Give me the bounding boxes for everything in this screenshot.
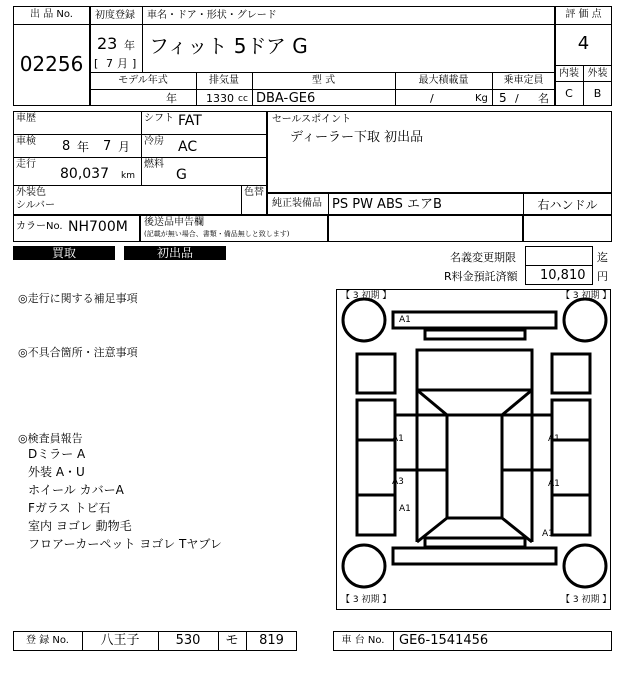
registration-number: 819 (259, 633, 284, 648)
registration-kana: モ (225, 633, 239, 648)
registration-label: 登 録 No. (26, 635, 69, 646)
max-load-label: 最大積載量 (418, 75, 469, 86)
damage-mark: A1 (399, 315, 411, 325)
mileage-unit: km (121, 171, 135, 181)
damage-mark: A1 (548, 434, 560, 444)
inspection-year: 8 (62, 139, 71, 154)
name-change-box (525, 246, 593, 266)
tag-first-listing: 初出品 (124, 246, 226, 260)
mileage-label: 走行 (16, 159, 36, 170)
tread-top-right: 【 3 初期 】 (561, 291, 612, 301)
aircon-label: 冷房 (144, 136, 164, 147)
postal-label: 後送品申告欄 (144, 217, 204, 228)
damage-mark: A1 (392, 434, 404, 444)
capacity-sep: / (515, 92, 519, 105)
driving-notes-label: ◎走行に関する補足事項 (18, 292, 138, 305)
extra-box-2 (523, 215, 612, 242)
capacity-value: 5 (499, 91, 507, 105)
first-reg-month-unit: 月 (117, 57, 128, 70)
steering-value: 右ハンドル (537, 198, 598, 212)
inspector-label: ◎検査員報告 (18, 432, 83, 445)
note-line: フロアーカーペット ヨゴレ Tヤブレ (28, 537, 222, 551)
name-change-unit: 迄 (597, 251, 608, 264)
displacement-label: 排気量 (209, 75, 239, 86)
inspection-month: 7 (103, 139, 112, 154)
wheel-front-right (564, 299, 606, 341)
damage-mark: A1 (542, 529, 554, 539)
model-value: DBA-GE6 (256, 91, 316, 106)
equipment-label: 純正装備品 (272, 198, 322, 209)
model-label: 型 式 (311, 75, 336, 86)
chassis-label: 車 台 No. (341, 635, 385, 646)
extra-box (328, 215, 523, 242)
wheel-rear-right (564, 545, 606, 587)
note-line: Dミラー A (28, 447, 86, 461)
history-label: 車歴 (16, 113, 36, 124)
lot-number: 02256 (19, 52, 84, 76)
tread-bottom-left: 【 3 初期 】 (341, 595, 392, 605)
first-reg-year: 23 (97, 34, 118, 53)
shift-value: FAT (178, 113, 202, 129)
interior-score: C (565, 87, 573, 100)
model-year-unit: 年 (166, 92, 177, 105)
recycle-label: R料金預託済額 (444, 270, 518, 283)
defects-label: ◎不具合箇所・注意事項 (18, 346, 138, 359)
registration-class: 530 (175, 633, 201, 648)
lot-label: 出 品 No. (30, 9, 73, 20)
shift-label: シフト (144, 113, 174, 124)
model-year-label: モデル年式 (118, 75, 168, 86)
exterior-color-label: 外装色 (16, 187, 46, 198)
interior-label: 内装 (559, 68, 579, 79)
note-line: Fガラス トビ石 (28, 501, 111, 515)
name-change-label: 名義変更期限 (450, 251, 516, 264)
score-value: 4 (577, 33, 590, 54)
sales-point-label: セールスポイント (272, 114, 352, 125)
max-load-value: / (430, 92, 434, 105)
displacement-unit: cc (238, 94, 248, 104)
fuel-label: 燃料 (144, 159, 164, 170)
tag-buy: 買取 (13, 246, 115, 260)
exterior-score: B (593, 87, 602, 100)
capacity-label: 乗車定員 (503, 75, 544, 86)
first-reg-month: 7 (106, 57, 113, 70)
equipment-value: PS PW ABS エアB (332, 197, 442, 212)
inspection-label: 車検 (16, 136, 36, 147)
capacity-unit: 名 (538, 92, 549, 105)
tread-bottom-right: 【 3 初期 】 (561, 595, 612, 605)
note-line: 外装 A・U (28, 465, 85, 479)
car-diagram (336, 289, 611, 610)
damage-mark: A3 (392, 477, 404, 487)
damage-mark: A1 (399, 504, 411, 514)
sales-point-value: ディーラー下取 初出品 (290, 130, 424, 145)
first-reg-year-unit: 年 (124, 39, 135, 52)
first-reg-label: 初度登録 (95, 10, 135, 21)
car-name-label: 車名・ドア・形状・グレード (147, 10, 277, 21)
tread-top-left: 【 3 初期 】 (341, 291, 392, 301)
note-line: ホイール カバーA (28, 483, 124, 497)
max-load-unit: Kg (475, 93, 488, 104)
color-no-label: カラーNo. (16, 221, 63, 232)
inspection-month-unit: 月 (118, 140, 131, 154)
chassis-value: GE6-1541456 (399, 633, 489, 648)
mileage-value: 80,037 (60, 166, 109, 182)
wheel-front-left (343, 299, 385, 341)
recycle-value: 10,810 (540, 268, 586, 283)
registration-area: 八王子 (100, 633, 140, 648)
exterior-color-value: シルバー (16, 200, 56, 211)
exterior-label: 外装 (587, 68, 608, 79)
recolor-label: 色替 (244, 187, 264, 198)
fuel-value: G (176, 167, 187, 183)
color-no-value: NH700M (68, 219, 128, 235)
displacement-value: 1330 (206, 92, 234, 105)
wheel-rear-left (343, 545, 385, 587)
score-label: 評 価 点 (565, 9, 602, 20)
inspection-year-unit: 年 (77, 140, 90, 154)
car-name: フィット 5ドア G (149, 34, 308, 58)
postal-note: (記載が無い場合、書類・備品無しと致します) (144, 230, 290, 238)
aircon-value: AC (178, 139, 198, 155)
damage-mark: A1 (548, 479, 560, 489)
note-line: 室内 ヨゴレ 動物毛 (28, 519, 132, 533)
recycle-unit: 円 (597, 270, 608, 283)
